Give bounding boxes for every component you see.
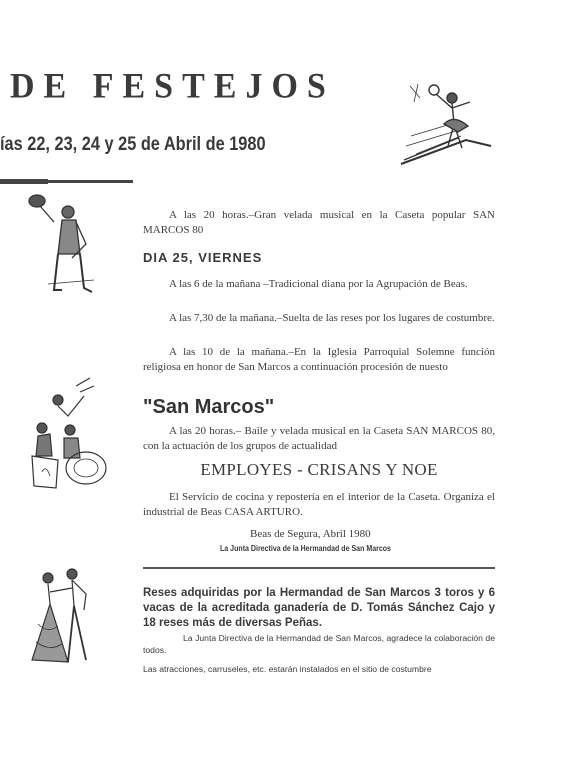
program-text: El Servicio de cocina y repostería en el interior de la Caseta. Organiza el industrial de Beas CASA ARTURO. xyxy=(143,491,495,518)
dancing-couple-illustration xyxy=(28,564,98,670)
program-text: A las 20 horas.– Baile y velada musical en la Caseta SAN MARCOS 80, con la actuación de los grupos de actualidad xyxy=(143,425,495,452)
day-heading: DIA 25, VIERNES xyxy=(143,250,263,265)
place-date: Beas de Segura, Abril 1980 xyxy=(250,528,371,540)
header-divider xyxy=(0,180,133,183)
page-title: DE FESTEJOS xyxy=(10,67,335,106)
program-entry xyxy=(143,311,495,326)
program-text: A las 20 horas.–Gran velada musical en la Caseta popular SAN MARCOS 80 xyxy=(143,209,495,236)
saint-name: "San Marcos" xyxy=(143,396,275,418)
program-entry xyxy=(143,424,495,454)
musicians-band-illustration xyxy=(28,376,112,500)
section-divider xyxy=(143,567,495,569)
program-text: A las 6 de la mañana –Tradicional diana por la Agrupación de Beas. xyxy=(169,278,468,290)
band-names: EMPLOYES - CRISANS Y NOE xyxy=(200,460,438,479)
thanks-note xyxy=(143,632,495,656)
program-entry xyxy=(143,345,495,375)
signature-board: La Junta Directiva de la Hermandad de San Marcos xyxy=(220,544,391,553)
program-text: A las 7,30 de la mañana.–Suelta de las reses por los lugares de costumbre. xyxy=(169,312,495,324)
program-text: A las 10 de la mañana.–En la Iglesia Parroquial Solemne función religiosa en honor de San Marcos a continuación procesión de nuesto xyxy=(143,346,495,373)
dancer-with-tambourine-illustration xyxy=(396,76,496,176)
program-entry xyxy=(143,277,495,292)
livestock-notice: Reses adquiridas por la Hermandad de San Marcos 3 toros y 6 vacas de la acreditada ganadería de D. Tomás Sánchez Cajo y 18 reses más de diversas Peñas. xyxy=(143,587,495,629)
program-entry xyxy=(143,490,495,520)
thanks-text: La Junta Directiva de la Hermandad de San Marcos, agradece la colaboración de todos. xyxy=(143,633,495,655)
hat-waving-man-illustration xyxy=(28,192,98,304)
attractions-note: Las atracciones, carruseles, etc. estarán instalados en el sitio de costumbre xyxy=(143,664,432,674)
program-entry xyxy=(143,208,495,238)
festival-dates: ías 22, 23, 24 y 25 de Abril de 1980 xyxy=(0,134,266,155)
